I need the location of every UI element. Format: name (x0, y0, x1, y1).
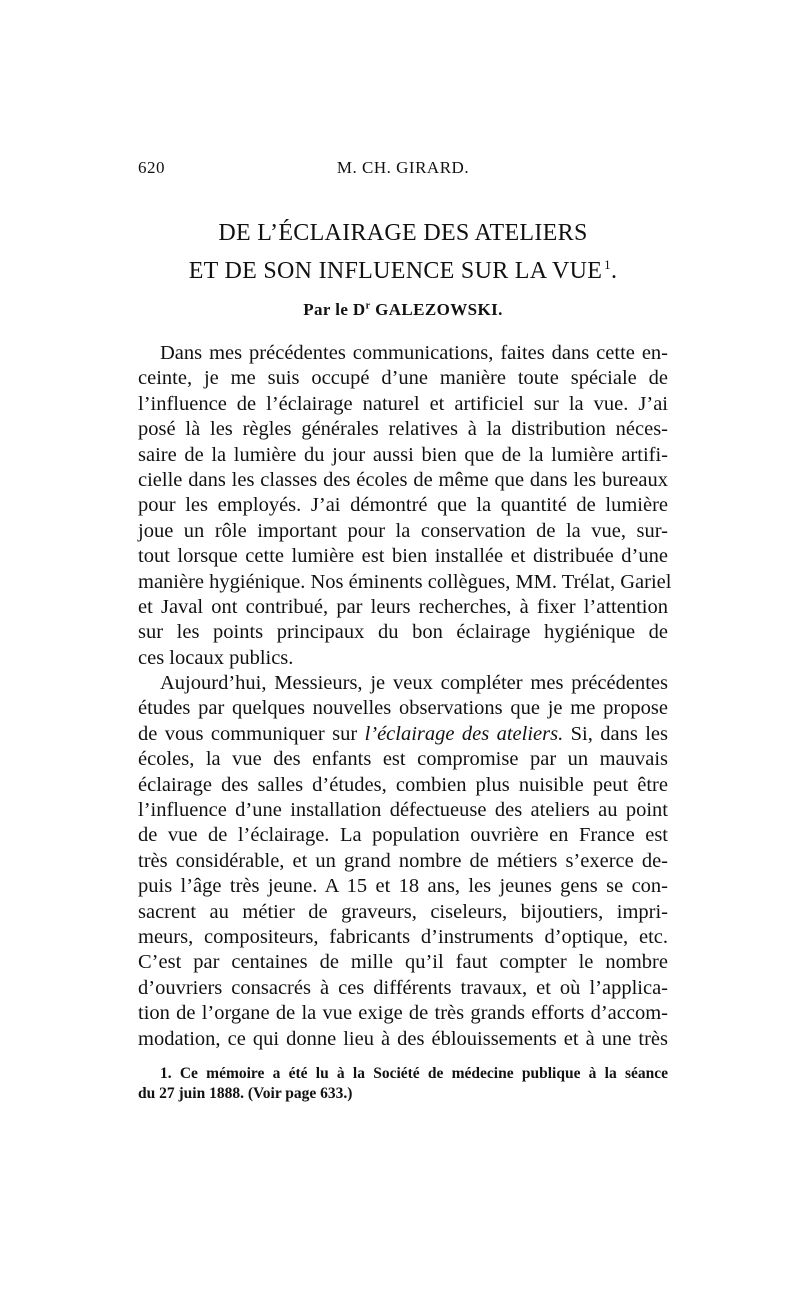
author-byline (138, 300, 668, 320)
paragraph-2-line: études par quelques nouvelles observations que je me propose (138, 697, 668, 720)
paragraph-1-line: sur les points principaux du bon éclairage hygiénique de (138, 621, 668, 644)
paragraph-2-line: de vue de l’éclairage. La population ouvrière en France est (138, 824, 668, 847)
running-title: M. CH. GIRARD. (336, 158, 470, 177)
paragraph-1-line: cielle dans les classes des écoles de même que dans les bureaux (138, 468, 668, 491)
paragraph-1-line: joue un rôle important pour la conservation de la vue, sur- (138, 519, 668, 542)
italic-phrase: l’éclairage des ateliers. (364, 722, 564, 745)
paragraph-2-line: modation, ce qui donne lieu à des éblouissements et à une très (138, 1027, 668, 1050)
paragraph-2-line: sacrent au métier de graveurs, ciseleurs, bijoutiers, impri- (138, 900, 668, 923)
paragraph-1-line: ces locaux publics. (138, 646, 294, 669)
article-title-line-1: DE L’ÉCLAIRAGE DES ATELIERS (218, 220, 588, 246)
footnote-reference-mark: 1 (604, 257, 611, 272)
paragraph-2-line: puis l’âge très jeune. A 15 et 18 ans, les jeunes gens se con- (138, 875, 668, 898)
paragraph-2-line: d’ouvriers consacrés à ces différents travaux, et où l’applica- (138, 976, 668, 999)
paragraph-2-line-with-italic (138, 722, 668, 747)
running-head (138, 158, 668, 184)
author-name: GALEZOWSKI. (375, 300, 503, 319)
paragraph-2-line: écoles, la vue des enfants est compromise par un mauvais (138, 748, 668, 771)
footnote-line: du 27 juin 1888. (Voir page 633.) (138, 1085, 353, 1102)
byline-superscript: r (365, 300, 371, 312)
paragraph-2-line: C’est par centaines de mille qu’il faut compter le nombre (138, 951, 668, 974)
paragraph-1-line: tout lorsque cette lumière est bien installée et distribuée d’une (138, 545, 668, 568)
paragraph-2-line: l’influence d’une installation défectueuse des ateliers au point (138, 799, 668, 822)
paragraph-1-line: posé là les règles générales relatives à la distribution néces- (138, 418, 668, 441)
paragraph-1-line: manière hygiénique. Nos éminents collègues, MM. Trélat, Gariel (138, 570, 672, 593)
paragraph-2-line: tion de l’organe de la vue exige de très grands efforts d’accom- (138, 1002, 668, 1025)
line-text-before-italic: de vous communiquer sur (138, 722, 365, 745)
paragraph-2-line: éclairage des salles d’études, combien plus nuisible peut être (138, 773, 668, 796)
paragraph-1-line: Dans mes précédentes communications, faites dans cette en- (160, 342, 668, 364)
page-number: 620 (138, 158, 165, 177)
paragraph-2-line: très considérable, et un grand nombre de métiers s’exerce de- (138, 849, 668, 872)
paragraph-1-line: et Javal ont contribué, par leurs recherches, à fixer l’attention (138, 595, 668, 618)
paragraph-1-line: pour les employés. J’ai démontré que la quantité de lumière (138, 494, 668, 517)
line-text-after-italic: Si, dans les (563, 722, 668, 745)
article-title-line-2: ET DE SON INFLUENCE SUR LA VUE $^1$. (188, 257, 618, 284)
paragraph-2-line: meurs, compositeurs, fabricants d’instruments d’optique, etc. (138, 925, 668, 948)
footnote-line: 1. Ce mémoire a été lu à la Société de médecine publique à la séance (160, 1065, 668, 1082)
paragraph-1-line: l’influence de l’éclairage naturel et artificiel sur la vue. J’ai (138, 392, 668, 415)
paragraph-1-line: ceinte, je me suis occupé d’une manière toute spéciale de (138, 367, 668, 390)
paragraph-2-line: Aujourd’hui, Messieurs, je veux compléter mes précédentes (160, 672, 668, 695)
article-title-text: ET DE SON INFLUENCE SUR LA VUE (188, 258, 603, 284)
paragraph-1-line: saire de la lumière du jour aussi bien que de la lumière artifi- (138, 443, 668, 466)
body-text (138, 341, 672, 1052)
footnote (138, 1064, 668, 1104)
byline-prefix: Par le D (303, 300, 366, 319)
